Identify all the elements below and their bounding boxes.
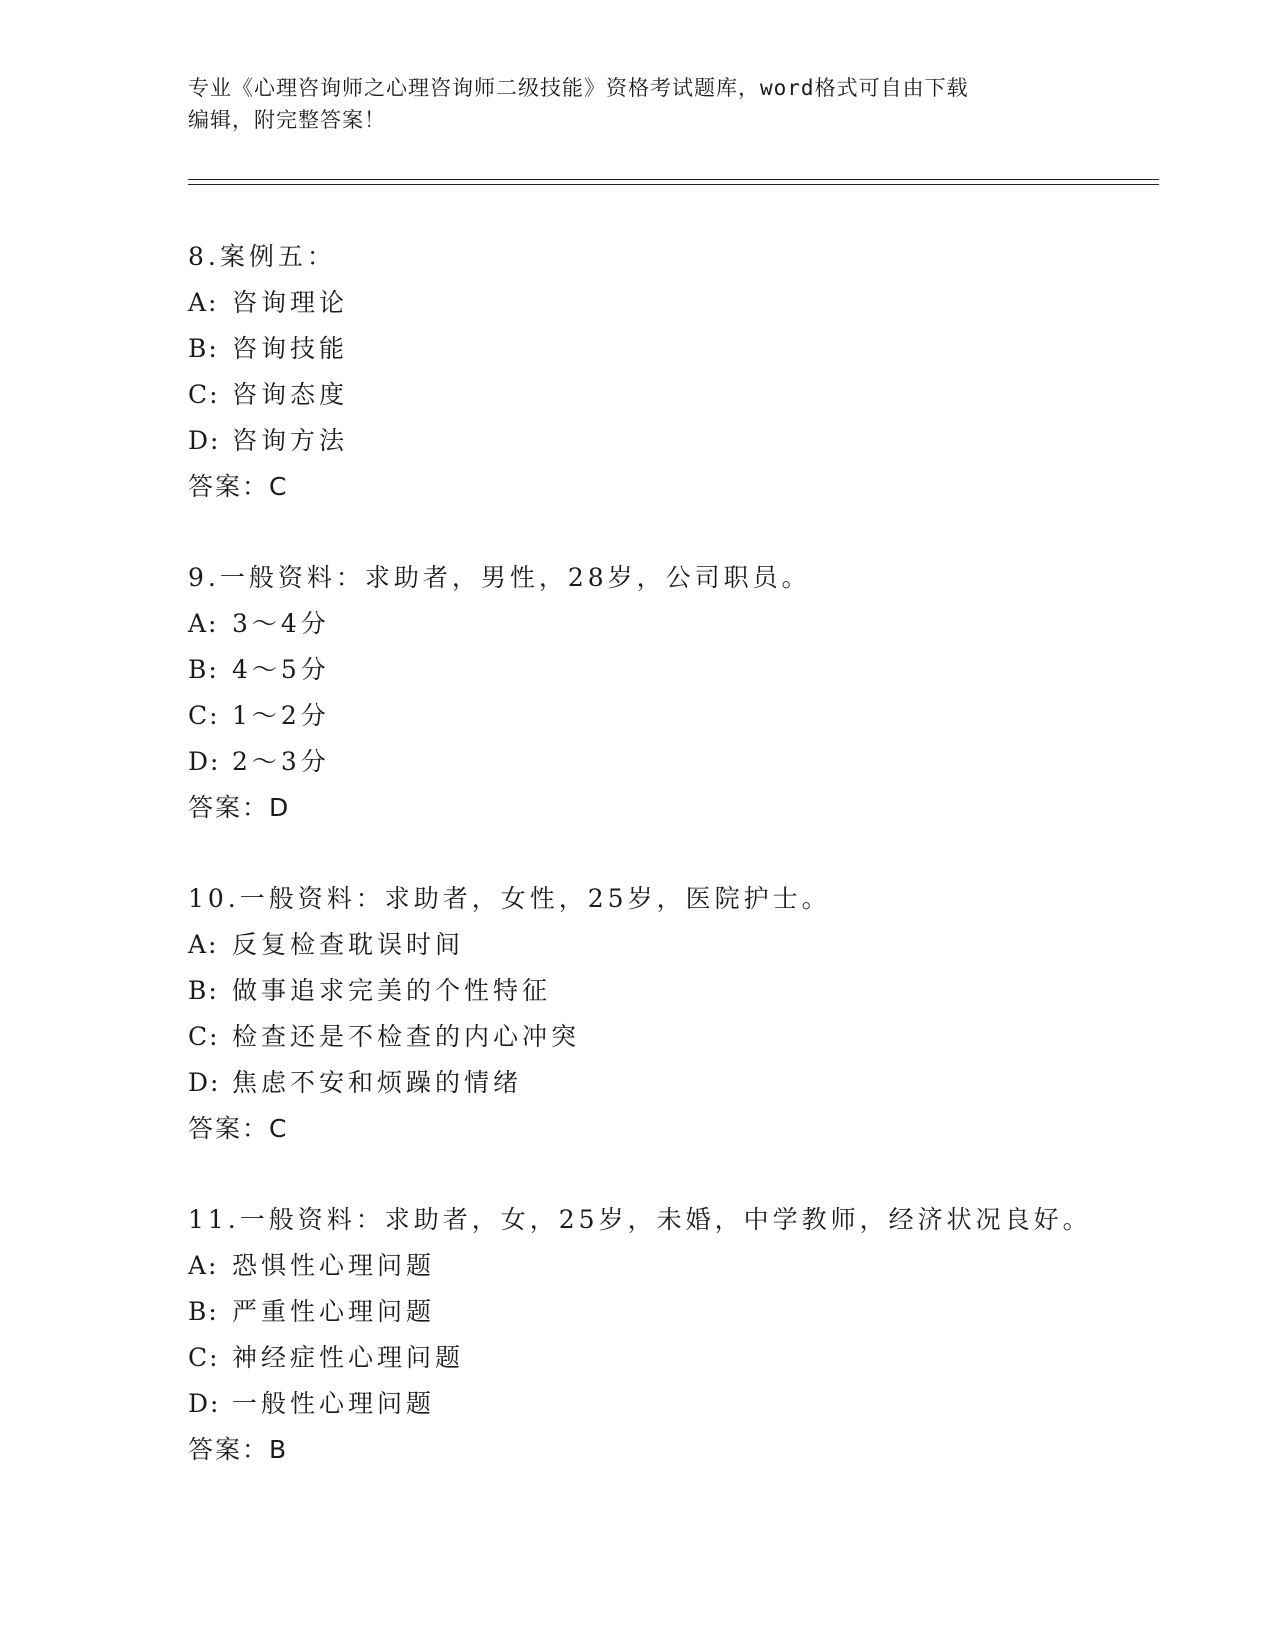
option-letter: D: bbox=[188, 1389, 221, 1418]
option-d bbox=[188, 1381, 1168, 1427]
option-text: 检查还是不检查的内心冲突 bbox=[232, 1022, 581, 1051]
option-text: 严重性心理问题 bbox=[232, 1297, 436, 1326]
option-letter: B: bbox=[188, 655, 219, 684]
option-text: 咨询态度 bbox=[232, 380, 349, 409]
option-text: 1～2分 bbox=[232, 701, 330, 730]
option-b bbox=[188, 647, 1168, 693]
option-letter: C: bbox=[188, 1022, 220, 1051]
option-c bbox=[188, 693, 1168, 739]
document-header bbox=[188, 72, 1088, 136]
option-letter: A: bbox=[188, 930, 219, 959]
option-d bbox=[188, 418, 1168, 464]
option-a bbox=[188, 280, 1168, 326]
question-block bbox=[188, 1197, 1168, 1473]
option-letter: A: bbox=[188, 609, 219, 638]
option-letter: B: bbox=[188, 334, 219, 363]
option-letter: B: bbox=[188, 976, 219, 1005]
option-letter: B: bbox=[188, 1297, 219, 1326]
option-text: 2～3分 bbox=[232, 747, 330, 776]
question-stem: 9.一般资料：求助者，男性，28岁，公司职员。 bbox=[188, 563, 811, 592]
option-c bbox=[188, 1014, 1168, 1060]
question-stem: 10.一般资料：求助者，女性，25岁，医院护士。 bbox=[188, 884, 831, 913]
option-letter: A: bbox=[188, 288, 219, 317]
option-text: 一般性心理问题 bbox=[232, 1389, 436, 1418]
answer-line: 答案：B bbox=[188, 1435, 289, 1464]
option-text: 焦虑不安和烦躁的情绪 bbox=[232, 1068, 523, 1097]
option-c bbox=[188, 1335, 1168, 1381]
option-a bbox=[188, 601, 1168, 647]
answer-line: 答案：C bbox=[188, 1114, 289, 1143]
question-block bbox=[188, 555, 1168, 831]
option-text: 神经症性心理问题 bbox=[232, 1343, 465, 1372]
option-text: 咨询技能 bbox=[232, 334, 349, 363]
option-letter: A: bbox=[188, 1251, 219, 1280]
header-line-2: 编辑，附完整答案！ bbox=[188, 108, 386, 132]
option-d bbox=[188, 1060, 1168, 1106]
answer-line: 答案：C bbox=[188, 472, 289, 501]
header-divider-bottom bbox=[188, 184, 1159, 185]
option-text: 咨询理论 bbox=[232, 288, 349, 317]
answer-line: 答案：D bbox=[188, 793, 291, 822]
option-letter: C: bbox=[188, 1343, 220, 1372]
option-b bbox=[188, 1289, 1168, 1335]
option-letter: D: bbox=[188, 426, 221, 455]
option-text: 反复检查耽误时间 bbox=[232, 930, 465, 959]
header-line-1: 专业《心理咨询师之心理咨询师二级技能》资格考试题库，word格式可自由下载 bbox=[188, 76, 969, 100]
option-text: 恐惧性心理问题 bbox=[232, 1251, 436, 1280]
question-stem: 11.一般资料：求助者，女，25岁，未婚，中学教师，经济状况良好。 bbox=[188, 1205, 1092, 1234]
question-block bbox=[188, 234, 1168, 510]
question-stem: 8.案例五： bbox=[188, 242, 336, 271]
option-a bbox=[188, 1243, 1168, 1289]
option-letter: D: bbox=[188, 1068, 221, 1097]
option-text: 4～5分 bbox=[232, 655, 330, 684]
option-b bbox=[188, 326, 1168, 372]
option-b bbox=[188, 968, 1168, 1014]
header-divider-top bbox=[188, 179, 1159, 180]
question-block bbox=[188, 876, 1168, 1152]
option-letter: D: bbox=[188, 747, 221, 776]
option-text: 咨询方法 bbox=[232, 426, 349, 455]
option-text: 做事追求完美的个性特征 bbox=[232, 976, 552, 1005]
option-d bbox=[188, 739, 1168, 785]
option-a bbox=[188, 922, 1168, 968]
option-letter: C: bbox=[188, 701, 220, 730]
option-text: 3～4分 bbox=[232, 609, 330, 638]
option-letter: C: bbox=[188, 380, 220, 409]
option-c bbox=[188, 372, 1168, 418]
